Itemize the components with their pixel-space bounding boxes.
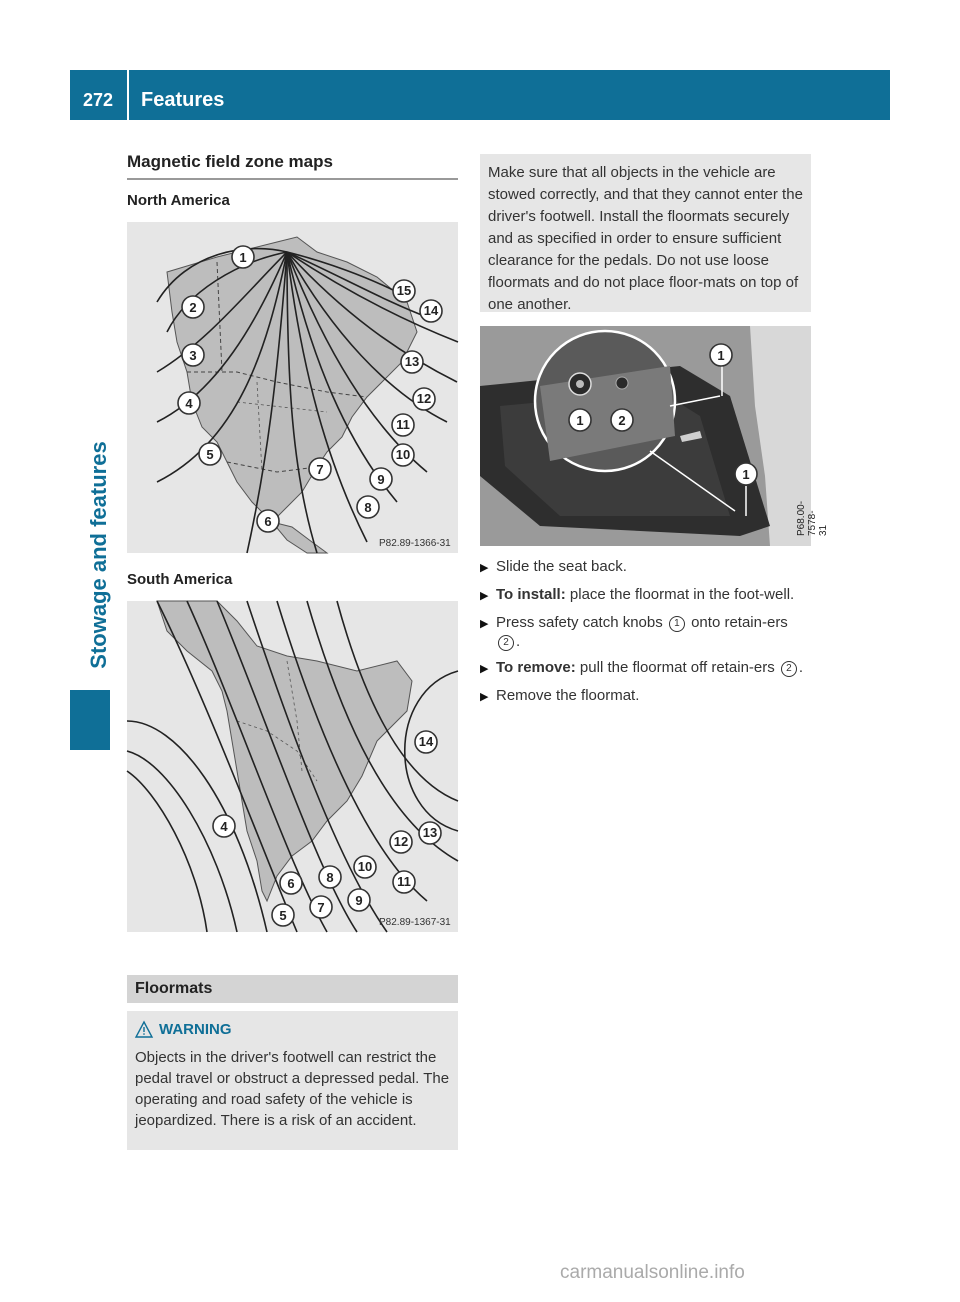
zone-label: 13 <box>422 825 438 840</box>
page-title: Features <box>141 89 225 111</box>
header-divider <box>127 70 129 120</box>
step-arrow-icon: ▶ <box>480 691 489 703</box>
zone-label: 7 <box>317 900 325 915</box>
figure-code: P82.89-1367-31 <box>379 917 451 928</box>
zone-label: 2 <box>189 300 197 315</box>
zone-label: 4 <box>185 396 193 411</box>
zone-label: 11 <box>396 417 410 432</box>
step-arrow-icon: ▶ <box>480 562 489 574</box>
zone-label: 3 <box>189 348 197 363</box>
step-arrow-icon: ▶ <box>480 618 489 630</box>
zone-label: 13 <box>404 354 420 369</box>
list-item <box>480 613 810 651</box>
zone-label: 11 <box>397 874 411 889</box>
notice-box: Make sure that all objects in the vehicle are stowed correctly, and that they cannot enter the driver's footwell. Install the floormats securely and as specified in order to ensure sufficient clearance for the pedals. Do not use loose floormats and do not place floor-mats on top of one another. <box>480 154 811 312</box>
ref-circle: 2 <box>498 635 514 651</box>
warning-text: Objects in the driver's footwell can restrict the pedal travel or obstruct a depressed pedal. The operating and road safety of the vehicle is jeopardized. There is a risk of an accident. <box>135 1049 450 1129</box>
callout-label: 1 <box>742 467 750 482</box>
north-america-map <box>127 222 458 553</box>
south-america-map <box>127 601 458 932</box>
callout-label: 1 <box>717 348 725 363</box>
list-item <box>480 686 810 707</box>
callout-label: 2 <box>618 413 626 428</box>
warning-header <box>135 1019 450 1039</box>
zone-label: 14 <box>418 734 434 749</box>
zone-label: 12 <box>416 391 432 406</box>
floormat-figure <box>480 326 829 546</box>
step-body: place the floormat in the foot-well. <box>569 586 795 603</box>
zone-badges-north-america <box>178 246 442 532</box>
step-arrow-icon: ▶ <box>480 663 489 675</box>
zone-label: 8 <box>326 870 334 885</box>
list-item <box>480 557 810 578</box>
subhead-south-america: South America <box>127 571 233 588</box>
zone-label: 7 <box>316 462 324 477</box>
zone-label: 14 <box>423 303 439 318</box>
zone-label: 8 <box>364 500 372 515</box>
step-text <box>496 585 794 606</box>
step-bold: To remove: <box>496 659 576 676</box>
zone-label: 4 <box>220 819 228 834</box>
warning-label: WARNING <box>159 1020 232 1038</box>
step-arrow-icon: ▶ <box>480 590 489 602</box>
step-text <box>496 658 803 679</box>
step-bold: To install: <box>496 586 566 603</box>
zone-label: 9 <box>355 893 363 908</box>
page-number: 272 <box>82 90 114 110</box>
zone-label: 9 <box>377 472 385 487</box>
step-text: Slide the seat back. <box>496 558 627 575</box>
watermark: carmanualsonline.info <box>560 1262 745 1283</box>
section-title-floormats: Floormats <box>127 975 458 1003</box>
step-body: onto retain-ers <box>691 614 788 631</box>
side-tab-marker <box>70 690 110 750</box>
list-item <box>480 658 810 679</box>
step-text <box>496 613 810 651</box>
section-title-magnetic: Magnetic field zone maps <box>127 152 333 171</box>
callout-label: 1 <box>576 413 584 428</box>
step-body: Press safety catch knobs <box>496 614 663 631</box>
zone-badges-south-america <box>213 731 441 926</box>
instruction-list <box>480 557 810 714</box>
zone-label: 5 <box>279 908 287 923</box>
zone-label: 10 <box>395 447 411 462</box>
step-body: . <box>798 659 804 676</box>
zone-label: 6 <box>264 514 272 529</box>
ref-circle: 2 <box>781 661 797 677</box>
section-divider <box>127 178 458 180</box>
side-tab-label: Stowage and features <box>86 441 111 669</box>
zone-label: 10 <box>357 859 373 874</box>
floormat-callouts <box>569 344 757 485</box>
zone-label: 1 <box>239 250 247 265</box>
step-body: . <box>516 633 521 650</box>
warning-triangle-icon <box>135 1021 153 1038</box>
zone-label: 12 <box>393 834 409 849</box>
step-body: pull the floormat off retain-ers <box>579 659 775 676</box>
figure-code: P68.00-7578-31 <box>796 500 829 536</box>
ref-circle: 1 <box>669 616 685 632</box>
zone-label: 6 <box>287 876 295 891</box>
warning-box <box>127 1011 458 1150</box>
step-text: Remove the floormat. <box>496 687 640 704</box>
subhead-north-america: North America <box>127 192 230 209</box>
zone-label: 15 <box>396 283 412 298</box>
list-item <box>480 585 810 606</box>
zone-label: 5 <box>206 447 214 462</box>
figure-code: P82.89-1366-31 <box>379 538 451 549</box>
